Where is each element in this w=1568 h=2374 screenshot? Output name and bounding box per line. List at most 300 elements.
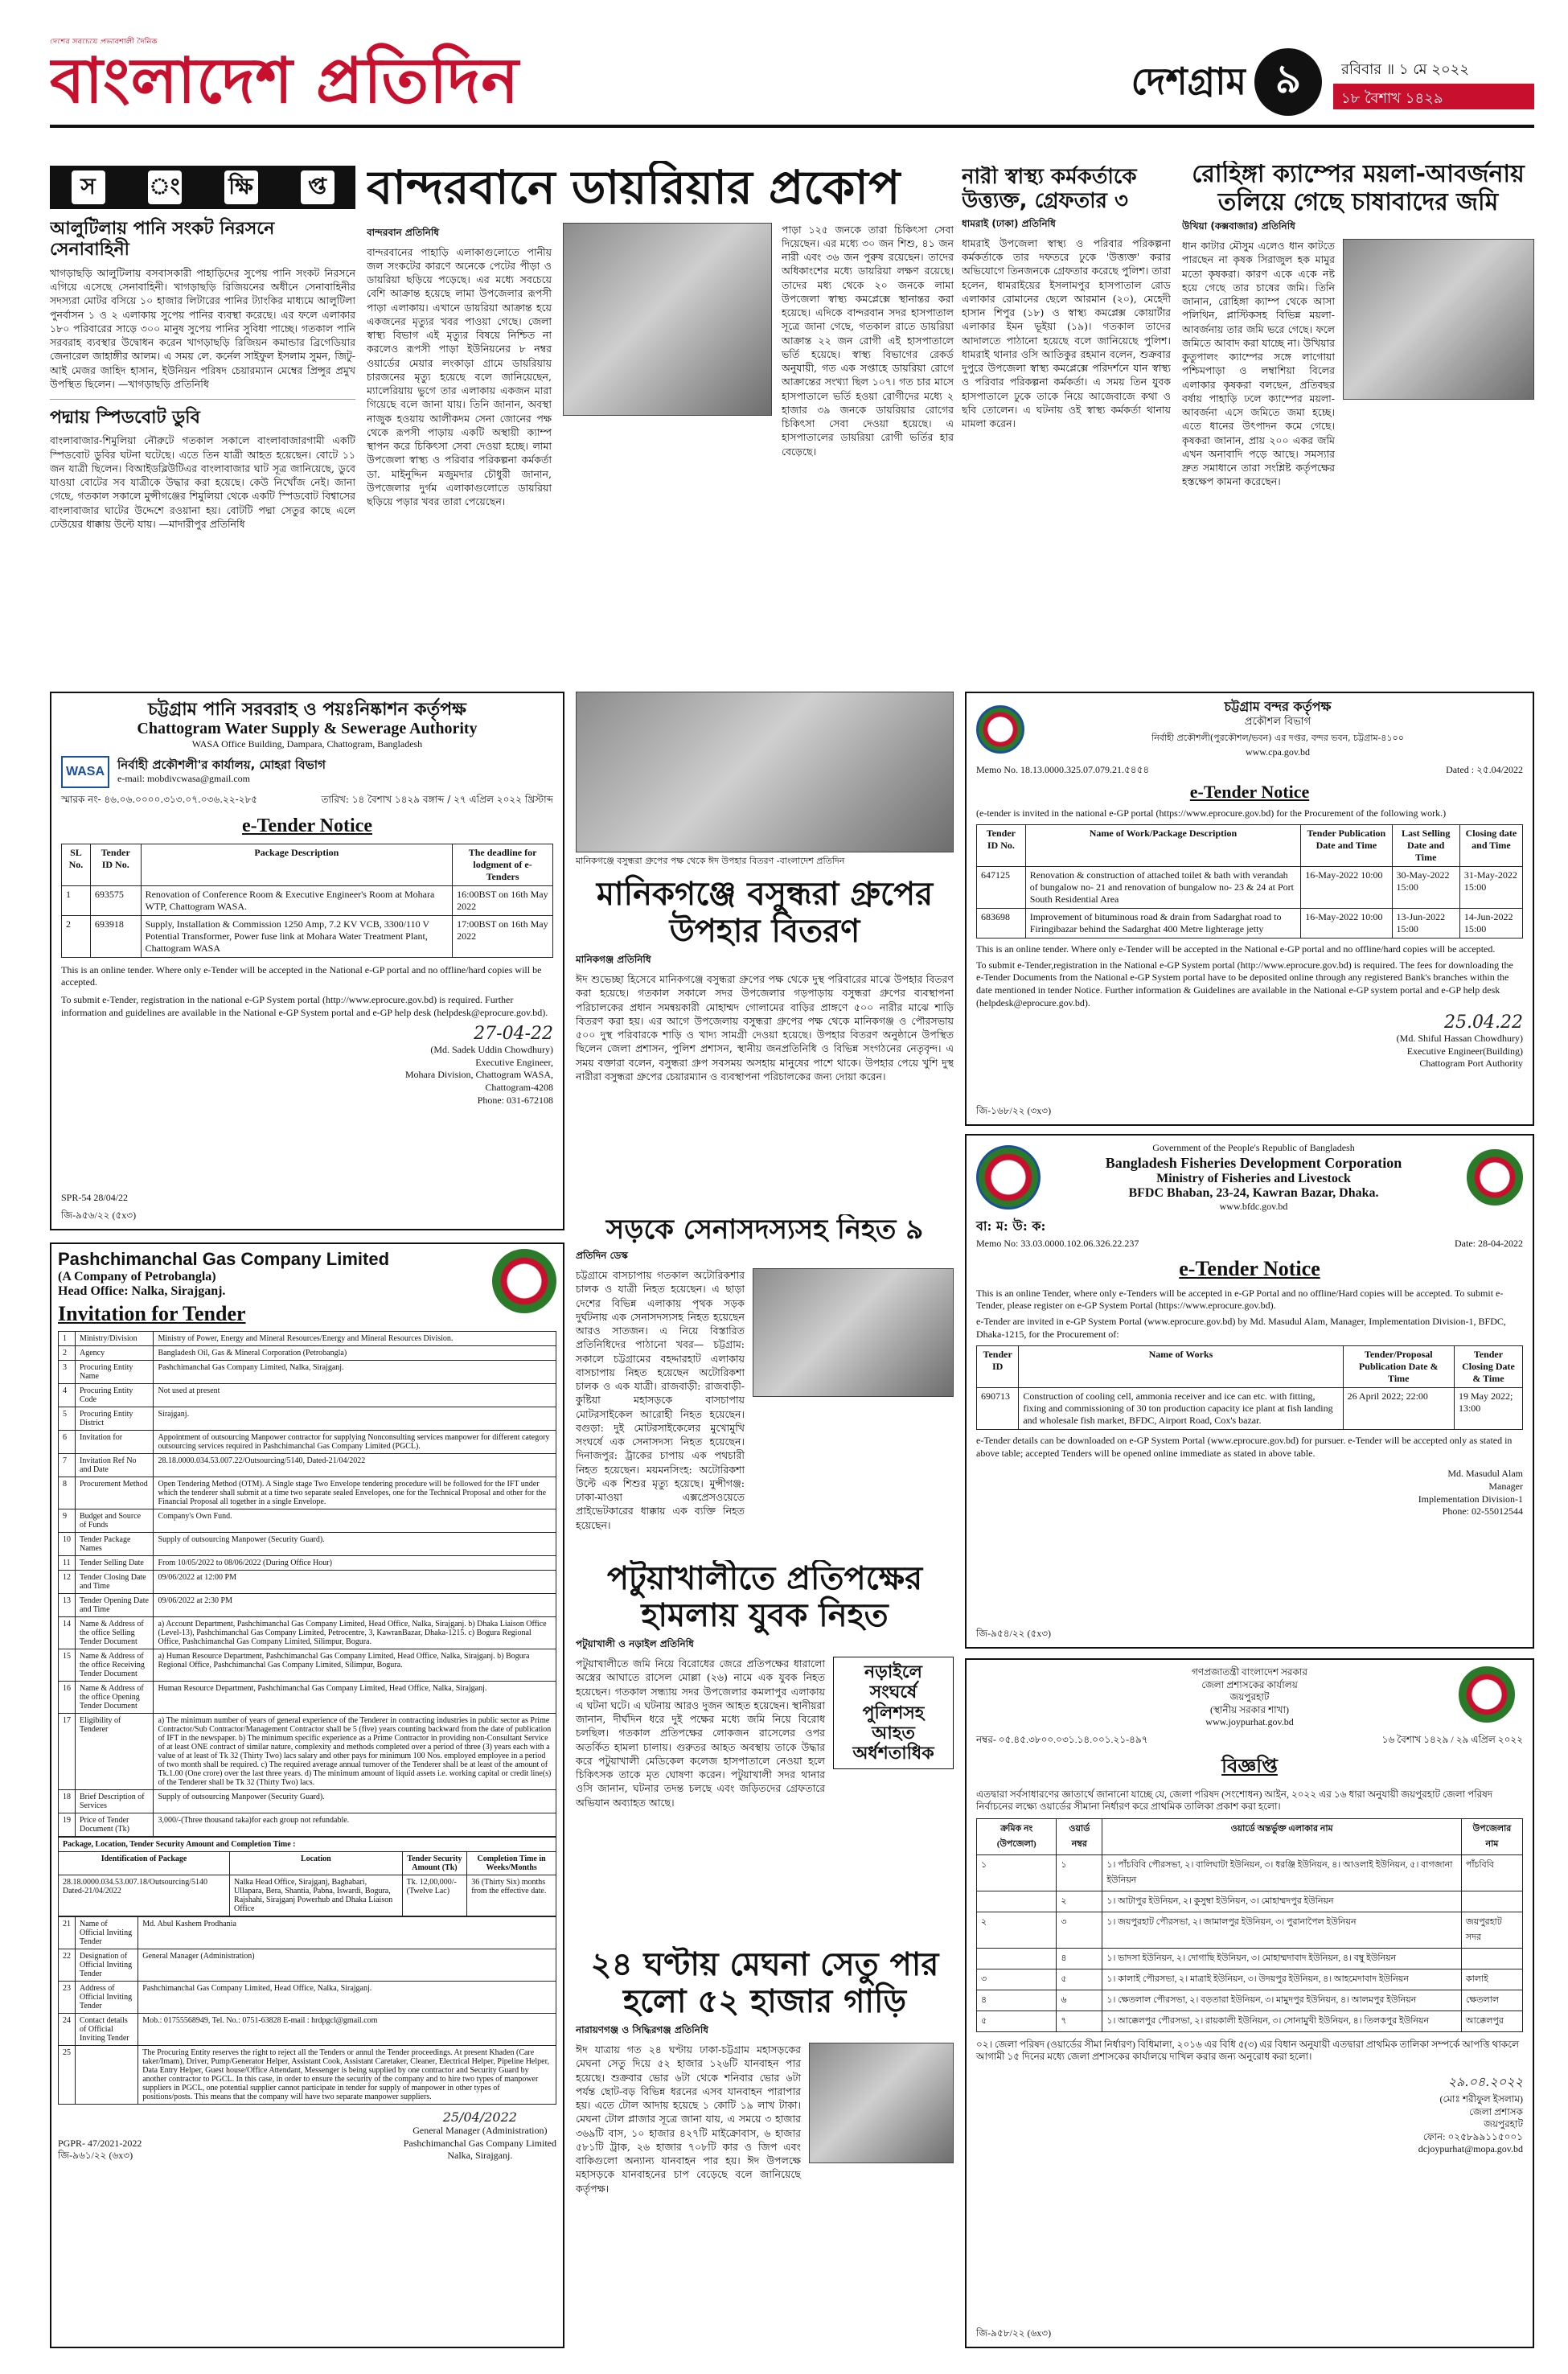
table-cell: Designation of Official Inviting Tender (76, 1949, 138, 1982)
table-cell: 16:00BST on 16th May 2022 (453, 885, 553, 915)
pgcl-company: Pashchimanchal Gas Company Limited (58, 1249, 390, 1269)
joypurhat-branch: (স্থানীয় সরকার শাখা) (1209, 1703, 1290, 1715)
nurse-story (962, 166, 1171, 680)
cpa-signature-date: 25.04.22 (1444, 1012, 1523, 1033)
lead-body-b: পাড়া ১২৫ জনকে তারা চিকিৎসা সেবা দিয়েছেন। এর মধ্যে ৩০ জন শিশু, ৪১ জন নারী এবং ৩৬ জন পুরুষ রয়েছেন। তাদের অধিকাংশের মধ্যে ডায়রিয়া লক্ষণ রয়েছে। তাদের মধ্য থেকে ২০ জনকে লামা উপজেলা স্বাস্থ্য কমপ্লেক্সে স্থানান্তর করা হয়েছে। এদিকে বান্দরবান সদর হাসপাতাল সূত্রে জানা গেছে, গতকাল রাতে ডায়রিয়া আক্রান্ত ২২ জন রোগী এই হাসপাতালে ভর্তি হয়েছে। স্বাস্থ্য বিভাগের রেকর্ড অনুযায়ী, গত এক সপ্তাহে ডায়রিয়া রোগে আক্রান্তের সংখ্যা ছিল ১০৭। গত চার মাসে হাসপাতালে ভর্তি হওয়া রোগীদের মধ্যে ২ হাজার ৩৯ জনকে ডায়রিয়ার রোগের চিকিৎসা সেবা দেওয়া হয়েছে। এ হাসপাতালের ডায়রিয়া রোগী ভর্তির হার বেড়েছে। (782, 223, 954, 458)
table-row (59, 1571, 556, 1594)
wasa-note-2: To submit e-Tender, registration in the national e-GP System portal (http://www.eprocure.gov.bd) is required. Further information and guidelines are available in the National e-GP System portal and e-GP help desk (helpdesk@eprocure.gov.bd). (61, 994, 548, 1018)
joypurhat-officer: (মোঃ শরীফুল ইসলাম) (1439, 2093, 1523, 2105)
table-cell: Improvement of bituminous road & drain from Sadarghat road to Firingibazar behind the Sadarghat 400 Metre lighterage jetty (1025, 909, 1301, 939)
nurse-byline: ধামরাই (ঢাকা) প্রতিনিধি (962, 217, 1056, 229)
table-cell: Name & Address of the office Selling Tender Document (76, 1617, 154, 1649)
table-row (59, 1332, 556, 1346)
rohingya-photo (1343, 239, 1534, 400)
table-header: উপজেলার নাম (1461, 1818, 1522, 1854)
table-cell: Tender Opening Date and Time (76, 1594, 154, 1617)
table-cell: ৪ (1057, 1948, 1102, 1969)
table-cell: ১ (977, 1854, 1057, 1891)
table-row (59, 1533, 556, 1556)
pgcl-package-table (58, 1837, 556, 1916)
patuakhali-headline: পটুয়াখালীতে প্রতিপক্ষের হামলায় যুবক নিহত (606, 1560, 923, 1634)
table-header: Tender/Proposal Publication Date & Time (1343, 1346, 1454, 1388)
table-cell: Procuring Entity Code (76, 1384, 154, 1407)
meghna-story (576, 1946, 954, 2348)
brief-letter: স (72, 170, 105, 204)
table-cell: ৩ (977, 1969, 1057, 1990)
table-cell: Renovation & construction of attached toilet & bath with verandah of bungalow no- 21 and renovation of bungalow no- 23 & 24 at Port South Residential Area (1025, 867, 1301, 909)
table-cell: Open Tendering Method (OTM). A Single stage Two Envelope tendering procedure will be followed for the IFT under which the tenderer shall submit at a time two separate sealed Envelopes, one for the Technical Proposal and other for the Financial Proposal all together in a single Envelope. (154, 1477, 556, 1509)
pgcl-row20-label: Package, Location, Tender Security Amount and Completion Time : (59, 1838, 556, 1852)
table-cell (76, 2046, 138, 2105)
pgcl-gm-co: Pashchimanchal Gas Company Limited (403, 2137, 556, 2149)
table-cell: Renovation of Conference Room & Executive Engineer's Room at Mohara WTP, Chattogram WASA. (141, 885, 453, 915)
nurse-body: ধামরাই উপজেলা স্বাস্থ্য ও পরিবার পরিকল্পনা কর্মকর্তাকে তার দফতরে ঢুকে 'উত্ত্যক্ত' করার অভিযোগে তিনজনকে গ্রেফতার করেছে পুলিশ। তারা হলেন, ধামরাইয়ের ইসলামপুর হাসপাতাল রোড এলাকার রোমানের ছেলে আরমান (২০), মেহেদী হাসান শিপুর (১৮) ও স্বাস্থ্য কমপ্লেক্স কোয়ার্টার এলাকার ইমন ভূইয়া (১৯)। গতকাল তাদের আদালতে পাঠানো হয়েছে বলে জানিয়েছে পুলিশ। ধামরাই থানার ওসি আতিকুর রহমান বলেন, শুক্রবার দুপুরে উপজেলা স্বাস্থ্য কমপ্লেক্সে পরিদর্শনে যান স্বাস্থ্য ও পরিবার পরিকল্পনা কর্মকর্তা। এ সময় তিন যুবক হাসপাতালে ঢুকে তাকে নিয়ে আজেবাজে কথা ও ছবি তোলেন। এ ঘটনায় ওই স্বাস্থ্য কর্মকর্তা থানায় মামলা করেন। (962, 236, 1171, 430)
joypurhat-title: বিজ্ঞপ্তি (1221, 1754, 1278, 1777)
manik-body: ঈদ শুভেচ্ছা হিসেবে মানিকগঞ্জে বসুন্ধরা গ্রুপের পক্ষ থেকে দুস্থ পরিবারের মাঝে উপহার বিতরণ করা হয়েছে। গতকাল সকালে সদর উপজেলার গড়পাড়ায় বসুন্ধরা গ্রুপের ব্যবস্থাপনা পরিচালকের প্রধান সমন্বয়কারী মোহাম্মদ গোলামের বাড়ির প্রাঙ্গণে ৫০০ নারীর মাঝে শাড়ি বিতরণ করা হয়। এর আগে উপজেলায় বসুন্ধরা গ্রুপের পক্ষ থেকে মানিকগঞ্জ ও পৌরসভায় ৫০০ দুস্থ পরিবারকে শাড়ি ও খাদ্য সামগ্রী দেওয়া হয়েছে। উপহার বিতরণ অনুষ্ঠানে উপস্থিত ছিলেন জেলা প্রশাসন, পুলিশ প্রশাসন, স্থানীয় জনপ্রতিনিধি ও বিভিন্ন সংগঠনের নেতৃবৃন্দ। এ সময় বক্তারা বলেন, বসুন্ধরা গ্রুপ সবসময় অসহায় মানুষের পাশে থাকে। উপহার পেয়ে খুশি দুস্থ নারীরা বসুন্ধরা গ্রুপের চেয়ারম্যান ও ব্যবস্থাপনা পরিচালকের জন্য দোয়া করেন। (576, 973, 954, 1082)
table-cell: 13 (59, 1594, 76, 1617)
table-cell: a) Human Resource Department, Pashchimanchal Gas Company Limited, Head Office, Nalka, Sirajganj. b) Bogura Regional Office, Pashchimanchal Gas Company Limited, Silimpur, Bogura. (154, 1649, 556, 1682)
manik-story (576, 692, 954, 1206)
table-cell: ক্ষেতলাল (1461, 1990, 1522, 2011)
joypurhat-district-sign: জয়পুরহাট (1484, 2118, 1523, 2130)
masthead-tag: দেশের সবচেয়ে প্রভাবশালী দৈনিক (50, 38, 158, 43)
joypurhat-date-1: ১৬ বৈশাখ ১৪২৯ (1381, 1733, 1449, 1745)
table-cell: Name & Address of the office Receiving Tender Document (76, 1649, 154, 1682)
table-header: Closing date and Time (1459, 825, 1522, 867)
cpa-notice-title: e-Tender Notice (1189, 781, 1310, 802)
brief-item-2-title: পদ্মায় স্পিডবোট ডুবি (50, 408, 200, 429)
wasa-address: WASA Office Building, Dampara, Chattogram, Bangladesh (191, 738, 423, 750)
cpa-gd: জি-১৬৮/২২ (৩x৩) (976, 1105, 1052, 1117)
table-cell: পাঁচবিবি (1461, 1854, 1522, 1891)
bfdc-web: www.bfdc.gov.bd (1219, 1200, 1288, 1212)
cpa-memo: Memo No. 18.13.0000.325.07.079.21. (976, 763, 1124, 775)
table-cell: Eligibility of Tenderer (76, 1714, 154, 1790)
table-cell: Construction of cooling cell, ammonia receiver and ice can etc. with fitting, fixing and commissioning of 30 ton production capacity ice plant at fish landing and wholesale fish market, BFDC, Airport Road, Cox's bazar. (1019, 1388, 1343, 1430)
table-cell: 28.18.0000.034.53.007.18/Outsourcing/5140 Dated-21/04/2022 (59, 1875, 230, 1916)
brief-item-1-title: আলুটিলায় পানি সংকট নিরসনে সেনাবাহিনী (50, 219, 275, 261)
joypurhat-signature-date: ২৯.০৪.২০২২ (1447, 2073, 1523, 2089)
wasa-name-bn: চট্টগ্রাম পানি সরবরাহ ও পয়ঃনিষ্কাশন কর্তৃপক্ষ (148, 700, 466, 720)
bfdc-logo (976, 1145, 1041, 1210)
pgcl-tender-ad (50, 1242, 564, 2348)
table-cell: Tender Selling Date (76, 1556, 154, 1571)
table-cell: Pashchimanchal Gas Company Limited, Nalka, Sirajganj. (154, 1361, 556, 1384)
table-cell: From 10/05/2022 to 08/06/2022 (During Office Hour) (154, 1556, 556, 1571)
manik-headline: মানিকগঞ্জে বসুন্ধরা গ্রুপের উপহার বিতরণ (596, 876, 934, 950)
table-cell: 693918 (90, 915, 141, 957)
joypurhat-email: dcjoypurhat@mopa.gov.bd (1418, 2143, 1523, 2155)
rohingya-story (1182, 161, 1534, 684)
cpa-web: www.cpa.gov.bd (1245, 746, 1311, 758)
table-row (59, 1875, 556, 1916)
table-cell: 8 (59, 1477, 76, 1509)
mujib-emblem (1459, 1666, 1515, 1723)
wasa-spr-num: 54 (81, 1192, 92, 1204)
table-cell: 18 (59, 1790, 76, 1813)
table-cell: 11 (59, 1556, 76, 1571)
lead-byline: বান্দরবান প্রতিনিধি (367, 226, 440, 238)
wasa-spr-date: 28/04/22 (93, 1192, 129, 1204)
manik-photo (576, 692, 954, 852)
table-cell: 15 (59, 1649, 76, 1682)
manik-caption: মানিকগঞ্জে বসুন্ধরা গ্রুপের পক্ষ থেকে ঈদ উপহার বিতরণ -বাংলাদেশ প্রতিদিন (576, 856, 845, 866)
mujib-emblem (1467, 1149, 1523, 1205)
lead-photo (563, 223, 772, 416)
table-cell: Budget and Source of Funds (76, 1509, 154, 1533)
lead-headline: বান্দরবানে ডায়রিয়ার প্রকোপ (367, 161, 901, 215)
table-cell: 16 (59, 1682, 76, 1714)
table-cell: 36 (Thirty Six) months from the effective date. (467, 1875, 556, 1916)
table-cell: 09/06/2022 at 12:00 PM (154, 1571, 556, 1594)
table-header: Location (230, 1852, 403, 1875)
table-cell: Supply of outsourcing Manpower (Security Guard). (154, 1533, 556, 1556)
table-header: Tender ID No. (977, 825, 1026, 867)
accident-headline: সড়কে সেনাসদস্যসহ নিহত ৯ (605, 1214, 924, 1246)
table-cell: Ministry of Power, Energy and Mineral Resources/Energy and Mineral Resources Division. (154, 1332, 556, 1346)
joypurhat-notice-ad: গণপ্রজাতন্ত্রী বাংলাদেশ সরকার জেলা প্রশাসকের কার্যালয় জয়পুরহাট (স্থানীয় সরকার শাখা) www.joypurhat.gov.bd নম্বর- ০৫.৪৫.৩৮০০.০৩১.১৪.০০১.২১-৪৯৭ ১৬ বৈশাখ ১৪২৯ / ২৯ এপ্রিল ২০২২ বিজ্ঞপ্তি এতদ্বারা সর্বসাধারণের জ্ঞাতার্থে জানানো যাচ্ছে যে, জেলা পরিষদ (সংশোধন) আইন, ২০২২ এর ১৬ ধারা অনুযায়ী জয়পুরহাট জেলা পরিষদ নির্বাচনের লক্ষ্যে ওয়ার্ডের সীমানা নির্ধারণ করে প্রাথমিক তালিকা প্রকাশ করা হলো। ক্রমিক নং (উপজেলা) ওয়ার্ড নম্বর ওয়ার্ডে অন্তর্ভুক্ত এলাকার নাম উপজেলার নাম ১ ১ ১। পাঁচবিবি পৌরসভা, ২। বালিঘাটা ইউনিয়ন, ৩। ধরঞ্জি ইউনিয়ন, ৪। আওলাই ইউনিয়ন, ৫। বাগজানা ইউনিয়ন পাঁচবিবি ২ ১। আটাপুর ইউনিয়ন, ২। কুসুম্বা ইউনিয়ন, ৩। মোহাম্মদপুর ইউনিয়ন ২ ৩ ১। জয়পুরহাট পৌরসভা, ২। জামালপুর ইউনিয়ন, ৩। পুরানাপৈল ইউনিয়ন জয়পুরহাট সদর ৪ ১। ভাদসা ইউনিয়ন, ২। দোগাছি ইউনিয়ন, ৩। মোহাম্মদাবাদ ইউনিয়ন, ৪। বম্বু ইউনিয়ন ৩ ৫ ১। কালাই পৌরসভা, ২। মাত্রাই ইউনিয়ন, ৩। উদয়পুর ইউনিয়ন, ৪। আহমেদাবাদ ইউনিয়ন কালাই ৪ ৬ ১। ক্ষেতলাল পৌরসভা, ২। বড়তারা ইউনিয়ন, ৩। মামুদপুর ইউনিয়ন, ৪। আলমপুর ইউনিয়ন ক্ষেতলাল ৫ ৭ ১। আক্কেলপুর পৌরসভা, ২। রায়কালী ইউনিয়ন, ৩। সোনামুখী ইউনিয়ন, ৪। তিলকপুর ইউনিয়ন আক্কেলপুর ০২। জেলা পরিষদ (ওয়ার্ডের সীমা নির্ধারণ) বিধিমালা, ২০১৬ এর বিধি ৫(৩) এর বিধান অনুযায়ী এতদ্বারা প্রাথমিক তালিকা সম্পর্কে আপত্তি থাকলে আগামী ১৫ দিনের মধ্যে জেলা প্রশাসকের কার্যালয়ে দাখিল করার জন্য অনুরোধ করা হলো। ২৯.০৪.২০২২ (মোঃ শরীফুল ইসলাম) জেলা প্রশাসক জয়পুরহাট ফোন: ০২৫৮৯৯১১৫০০১ dcjoypurhat@mopa.gov.bd জি-৯৫৮/২২ (৬x৩) (965, 1658, 1534, 2348)
wasa-phone: Phone: 031-672108 (477, 1094, 553, 1106)
table-cell (977, 1891, 1057, 1912)
cpa-note-2: To submit e-Tender,registration in the National e-GP System portal (http://www.eprocure.gov.bd) is required. The fees for downloading the e-Tender Documents from the National e-GP System portal have to be deposited online through any registered Bank's branches within the date mentioned in tender Notice. Further information & Guidelines are available in the National e-GP system portal and e-GP help desk (helpdesk@eprocure.gov.bd). (976, 959, 1513, 1008)
table-row (977, 1948, 1523, 1969)
table-cell: ১। আক্কেলপুর পৌরসভা, ২। রায়কালী ইউনিয়ন, ৩। সোনামুখী ইউনিয়ন, ৪। তিলকপুর ইউনিয়ন (1102, 2011, 1462, 2031)
table-cell: 690713 (977, 1388, 1019, 1430)
table-cell: Human Resource Department, Pashchimanchal Gas Company Limited, Head Office, Nalka, Sirajganj. (154, 1682, 556, 1714)
table-cell: 16-May-2022 10:00 (1301, 867, 1392, 909)
table-row (59, 1509, 556, 1533)
table-header: Package Description (141, 844, 453, 885)
masthead-rule (50, 125, 1534, 128)
wasa-spr: SPR- (61, 1192, 82, 1204)
bfdc-phone: Phone: 02-55012544 (1442, 1505, 1523, 1518)
table-cell: ১। জয়পুরহাট পৌরসভা, ২। জামালপুর ইউনিয়ন, ৩। পুরানাপৈল ইউনিয়ন (1102, 1912, 1462, 1948)
pgcl-tail-table (58, 1916, 556, 2105)
table-cell: Not used at present (154, 1384, 556, 1407)
pgcl-gm-addr: Nalka, Sirajganj. (447, 2150, 513, 2162)
table-row (59, 1813, 556, 1837)
cpa-table (976, 824, 1523, 939)
table-cell: 19 (59, 1813, 76, 1837)
table-header: ওয়ার্ডে অন্তর্ভুক্ত এলাকার নাম (1102, 1818, 1462, 1854)
wasa-designation: Executive Engineer, (475, 1056, 553, 1068)
wasa-table (61, 844, 553, 958)
brief-letter: ং (148, 170, 182, 204)
pgcl-gd: জি-৯৬১/২২ (৬x৩) (58, 2150, 133, 2162)
date-line-2: ১৮ বৈশাখ ১৪২৯ (1333, 84, 1534, 109)
table-cell: 22 (59, 1949, 76, 1982)
table-cell: Brief Description of Services (76, 1790, 154, 1813)
table-cell: 09/06/2022 at 2:30 PM (154, 1594, 556, 1617)
joypurhat-designation: জেলা প্রশাসক (1469, 2105, 1523, 2117)
wasa-memo: স্মারক নং- ৪৬.০৬.০০০০.৩১৩.০৭.০৩৬.২২-২৮৫ (61, 793, 258, 805)
table-cell: a) The minimum number of years of general experience of the Tenderer in contracting industries in public sector as Prime Contractor/Sub Contractor/Management Contractor shall be 5 (five) years counting backward from the date of publication of IFT in the newspaper. b) The minimum specific experience as a Prime Contractor in providing non-Consultant Service of at least ONE contract of similar nature, complexity and methods completed over a period of three (3) years each with a value of at least of Tk 32 (Thirty Two) lacs salary and other pays for minimum 100 Nos. employed employee in a period of two month shall be required. c) The required average annual turnover of the Tenderer shall be at least of the amount of Tk.1.00 (One crore) over the last three years. d) The minimum amount of liquid assets i.e. working capital or credit line(s) of the Tenderer shall be Tk 32 (Thirty Two) lacs. (154, 1714, 556, 1790)
table-row (59, 1431, 556, 1454)
table-cell: Bangladesh Oil, Gas & Mineral Corporation (Petrobangla) (154, 1346, 556, 1361)
accident-body: চট্টগ্রামে বাসচাপায় গতকাল অটোরিকশার চালক ও যাত্রী নিহত হয়েছেন। এ ছাড়া দেশের বিভিন্ন এলাকায় পৃথক সড়ক দুর্ঘটনায় এক সেনাসদস্যসহ নিহত হয়েছেন আরও সাতজন। এ নিয়ে বিস্তারিত প্রতিনিধিদের পাঠানো খবর— চট্টগ্রাম: সকালে চট্টগ্রামের বহদ্দারহাট এলাকায় বাসচাপায় নিহত হয়েছেন অটোরিকশা চালক ও এক যাত্রী। রাজবাড়ী: রাজবাড়ী-কুষ্টিয়া মহাসড়কে বাসচাপায় মোটরসাইকেল আরোহী নিহত হয়েছেন। বগুড়া: দুই মোটরসাইকেলের মুখোমুখি সংঘর্ষে এক সেনাসদস্য নিহত হয়েছেন। দিনাজপুর: ট্রাকের চাপায় এক পথচারী নিহত হয়েছেন। ময়মনসিংহ: অটোরিকশা উল্টে এক শিশুর মৃত্যু হয়েছে। মুন্সীগঞ্জ: ঢাকা-মাওয়া এক্সপ্রেসওয়েতে প্রাইভেটকারের ধাক্কায় এক ব্যক্তি নিহত হয়েছেন। (576, 1269, 745, 1531)
pgcl-title: Invitation for Tender (58, 1302, 246, 1325)
meghna-photo (809, 2043, 954, 2163)
table-row (59, 1982, 556, 2014)
lead-body-a: বান্দরবানের পাহাড়ি এলাকাগুলোতে পানীয় জল সংকটের কারণে অনেকে পেটের পীড়া ও ডায়রিয়া ছড়িয়ে পড়েছে। এর মধ্যে সবচেয়ে বেশি আক্রান্ত হয়েছে লামা উপজেলার রূপসী পাড়া এলাকায়। এখানে ডায়রিয়া আক্রান্ত হয়ে একজনের মৃত্যুর খবর পাওয়া গেছে। জেলা স্বাস্থ্য বিভাগ এই মৃত্যুর বিষয়ে নিশ্চিত না করলেও রূপসী পাড়া ইউনিয়নের ৮ নম্বর ওয়ার্ডের মেয়ার লংকাড়া গ্রামে ডায়রিয়ায় চারজনের মৃত্যু হয়েছে বলে জানিয়েছেন, ম্যালেরিয়ায় ভুগে তার এলাকায় একজন মারা গিয়েছে বলে জানা যায়। তিনি জানান, অবস্থা নাজুক হওয়ায় আলীকদম সেনা জোনের পক্ষ থেকে রূপসী পাড়ায় একটি অস্থায়ী ক্যাম্প স্থাপন করে চিকিৎসা সেবা দেওয়া হচ্ছে। লামা উপজেলা স্বাস্থ্য ও পরিবার পরিকল্পনা কর্মকর্তা ডা. মাইনুদ্দিন মজুমদার চৌধুরী জানান, উপজেলার দুর্গম এলাকাগুলোতে ডায়রিয়া ছড়িয়ে পড়ার খবর তারা পেয়েছেন। (367, 245, 552, 508)
table-row (59, 1617, 556, 1649)
table-row (59, 1407, 556, 1431)
table-cell: 25 (59, 2046, 76, 2105)
table-cell: 5 (59, 1407, 76, 1431)
table-cell: Name & Address of the office Opening Tender Document (76, 1682, 154, 1714)
table-cell: ২ (1057, 1891, 1102, 1912)
cpa-memo-num: ৫৪৫৪ (1124, 763, 1150, 775)
table-cell: কালাই (1461, 1969, 1522, 1990)
bfdc-date: Date: 28-04-2022 (1455, 1238, 1523, 1250)
bfdc-ministry: Ministry of Fisheries and Livestock (1156, 1171, 1351, 1185)
table-cell: 10 (59, 1533, 76, 1556)
brief-item-2-body: বাংলাবাজার-শিমুলিয়া নৌরুটে গতকাল সকালে বাংলাবাজারগামী একটি স্পিডবোট ডুবির ঘটনা ঘটেছে। এতে তিন যাত্রী আহত হয়েছেন। বোটে ১১ জন যাত্রী ছিলেন। বিআইডব্লিউটিএর বাংলাবাজার ঘাট সূত্র জানিয়েছে, ডুবে যাওয়া বোটের সব যাত্রীকে উদ্ধার করা হয়েছে। কেউ নিখোঁজ নেই। জানা গেছে, গতকাল সকালে মুন্সীগঞ্জের শিমুলিয়া থেকে একটি স্পিডবোট বিশ্বাসের বাংলাবাজার ঘাটের উদ্দেশে রওয়ানা হয়। বোটটি পদ্মা সেতুর কাছে এলে ঢেউয়ের ধাক্কায় উল্টে যায়। —মাদারীপুর প্রতিনিধি (50, 434, 355, 530)
table-cell: ১। ভাদসা ইউনিয়ন, ২। দোগাছি ইউনিয়ন, ৩। মোহাম্মদাবাদ ইউনিয়ন, ৪। বম্বু ইউনিয়ন (1102, 1948, 1462, 1969)
nurse-headline: নারী স্বাস্থ্য কর্মকর্তাকে উত্ত্যক্ত, গ্রেফতার ৩ (962, 166, 1137, 213)
table-cell: 31-May-2022 15:00 (1459, 867, 1522, 909)
bfdc-division: Implementation Division-1 (1418, 1493, 1523, 1505)
table-row (59, 1682, 556, 1714)
table-header: Last Selling Date and Time (1392, 825, 1459, 867)
joypurhat-intro: এতদ্বারা সর্বসাধারণের জ্ঞাতার্থে জানানো যাচ্ছে যে, জেলা পরিষদ (সংশোধন) আইন, ২০২২ এর ১৬ ধারা অনুযায়ী জয়পুরহাট জেলা পরিষদ নির্বাচনের লক্ষ্যে ওয়ার্ডের সীমানা নির্ধারণ করে প্রাথমিক তালিকা প্রকাশ করা হলো। (976, 1788, 1493, 1813)
table-header: Identification of Package (59, 1852, 230, 1875)
table-cell: জয়পুরহাট সদর (1461, 1912, 1522, 1948)
joypurhat-footer: ০২। জেলা পরিষদ (ওয়ার্ডের সীমা নির্ধারণ) বিধিমালা, ২০১৬ এর বিধি ৫(৩) এর বিধান অনুযায়ী এতদ্বারা প্রাথমিক তালিকা সম্পর্কে আপত্তি থাকলে আগামী ১৫ দিনের মধ্যে জেলা প্রশাসকের কার্যালয়ে দাখিল করার জন্য অনুরোধ করা হলো। (976, 2038, 1519, 2063)
table-row (59, 2014, 556, 2046)
table-row (977, 909, 1523, 939)
table-cell: 12 (59, 1571, 76, 1594)
table-row (62, 885, 553, 915)
bfdc-officer: Md. Masudul Alam (1447, 1468, 1523, 1480)
table-header: Tender Security Amount (Tk) (402, 1852, 467, 1875)
table-cell: ৩ (1057, 1912, 1102, 1948)
table-cell: Company's Own Fund. (154, 1509, 556, 1533)
table-header: Completion Time in Weeks/Months (467, 1852, 556, 1875)
wasa-office-bn: নির্বাহী প্রকৌশলী'র কার্যালয়, মোহরা বিভাগ (117, 758, 326, 773)
wasa-note-1: This is an online tender. Where only e-Tender will be accepted in the National e-GP portal and no offline/hard copies will be accepted. (61, 963, 542, 988)
table-cell: Md. Abul Kashem Prodhania (138, 1917, 556, 1949)
table-cell: 9 (59, 1509, 76, 1533)
cpa-officer: (Md. Shiful Hassan Chowdhury) (1396, 1033, 1523, 1045)
table-cell: Procuring Entity District (76, 1407, 154, 1431)
wasa-signature-date: 27-04-22 (474, 1024, 553, 1045)
joypurhat-memo: নম্বর- ০৫.৪৫.৩৮০০.০৩১.১৪.০০১.২১-৪৯৭ (976, 1733, 1148, 1745)
table-cell: 4 (59, 1384, 76, 1407)
bfdc-table (976, 1345, 1523, 1430)
wasa-logo: WASA (61, 756, 109, 788)
table-cell: 17:00BST on 16th May 2022 (453, 915, 553, 957)
table-cell (977, 1948, 1057, 1969)
table-cell: ১। আটাপুর ইউনিয়ন, ২। কুসুম্বা ইউনিয়ন, ৩। মোহাম্মদপুর ইউনিয়ন (1102, 1891, 1462, 1912)
bfdc-abbr: বা: ম: উ: ক: (976, 1218, 1046, 1234)
bfdc-designation: Manager (1488, 1480, 1523, 1492)
table-cell: Supply, Installation & Commission 1250 Amp, 7.2 KV VCB, 3300/110 V Potential Transformer, Power fuse link at Mohara Water Treatment Plant, Chattogram WASA (141, 915, 453, 957)
bfdc-org: Bangladesh Fisheries Development Corporation (1105, 1154, 1402, 1171)
table-cell: 14 (59, 1617, 76, 1649)
table-cell: 30-May-2022 15:00 (1392, 867, 1459, 909)
brief-letter: ক্ষি (224, 170, 258, 204)
table-cell: 647125 (977, 867, 1026, 909)
table-cell: Contact details of Official Inviting Tender (76, 2014, 138, 2046)
pgcl-signature-date: 25/04/2022 (442, 2109, 517, 2125)
table-cell: 16-May-2022 10:00 (1301, 909, 1392, 939)
patuakhali-body: পটুয়াখালীতে জমি নিয়ে বিরোধের জেরে প্রতিপক্ষের ধারালো অস্ত্রের আঘাতে রাসেল মোল্লা (২৬) নামে এক যুবক নিহত হয়েছেন। গতকাল সন্ধ্যায় সদর উপজেলার কমলাপুর এলাকায় এ ঘটনা ঘটে। এ ঘটনায় আরও দুজন আহত হয়েছেন। স্থানীয়রা জানান, দীর্ঘদিন ধরে দুই পক্ষের মধ্যে জমি নিয়ে বিরোধ চলছিল। গতকাল প্রতিপক্ষের লোকজন রাসেলের ওপর অতর্কিত হামলা চালায়। গুরুতর আহত অবস্থায় তাকে উদ্ধার করে পটুয়াখালী মেডিকেল কলেজ হাসপাতালে নেওয়া হলে চিকিৎসক তাকে মৃত ঘোষণা করেন। পটুয়াখালী সদর থানার ওসি জানান, ঘটনার তদন্ত চলছে এবং জড়িতদের গ্রেফতারে অভিযান অব্যাহত আছে। (576, 1657, 825, 1809)
table-row (977, 1891, 1523, 1912)
wasa-notice-title: e-Tender Notice (242, 815, 372, 836)
table-cell: 1 (62, 885, 91, 915)
meghna-headline: ২৪ ঘণ্টায় মেঘনা সেতু পার হলো ৫২ হাজার গাড়ি (590, 1946, 939, 2020)
table-row (59, 1384, 556, 1407)
table-row (59, 1790, 556, 1813)
table-row (59, 1594, 556, 1617)
table-cell: 2 (62, 915, 91, 957)
table-cell: Tk. 12,00,000/- (Twelve Lac) (402, 1875, 467, 1916)
manik-byline: মানিকগঞ্জ প্রতিনিধি (576, 954, 651, 965)
bfdc-address: BFDC Bhaban, 23-24, Kawran Bazar, Dhaka. (1128, 1185, 1379, 1200)
table-row (59, 1346, 556, 1361)
rohingya-headline: রোহিঙ্গা ক্যাম্পের ময়লা-আবর্জনায় তলিয়ে গেছে চাষাবাদের জমি (1192, 161, 1525, 216)
table-cell: 19 May 2022; 13:00 (1454, 1388, 1522, 1430)
table-cell: ৬ (1057, 1990, 1102, 2011)
table-cell: Mob.: 01755568949, Tel. No.: 0751-63828 E-mail : hrdpgcl@gmail.com (138, 2014, 556, 2046)
table-header: The deadline for lodgment of e-Tenders (453, 844, 553, 885)
table-cell: ৭ (1057, 2011, 1102, 2031)
table-cell: Procurement Method (76, 1477, 154, 1509)
rohingya-byline: উখিয়া (কক্সবাজার) প্রতিনিধি (1182, 220, 1295, 232)
cpa-date: ২৫.04/2022 (1476, 763, 1523, 775)
table-cell: Procuring Entity Name (76, 1361, 154, 1384)
pgcl-gm: General Manager (Administration) (413, 2125, 548, 2136)
pgcl-table (58, 1331, 556, 1837)
table-cell: ১ (1057, 1854, 1102, 1891)
accident-photo (753, 1268, 954, 1397)
table-cell: ৫ (977, 2011, 1057, 2031)
pgcl-emblem (492, 1249, 556, 1313)
table-row (59, 1556, 556, 1571)
table-row (59, 1361, 556, 1384)
table-cell: The Procuring Entity reserves the right to reject all the Tenders or annul the Tender proceedings. At present Khaden (Care taker/Imam), Driver, Pump/Generator Helper, Assistant Cook, Assistant Caretaker, Cleaner, Electrical Helper, Pipeline Helper, Data Entry Helper, Guest house/Office Attendant, Messenger is being supplied by one contractor and Security Guard by another contractor to PGCL. In this case, in order to ensure the security of the company and to hire two types of manpower suppliers in PGCL, one potential supplier cannot participate in tender for supply of manpower in other types of positions/posts. This means that the company will have two separate manpower suppliers. (138, 2046, 556, 2105)
bfdc-notice-title: e-Tender Notice (1179, 1256, 1320, 1280)
wasa-tender-ad: চট্টগ্রাম পানি সরবরাহ ও পয়ঃনিষ্কাশন কর্তৃপক্ষ Chattogram Water Supply & Sewerage Authority WASA Office Building, Dampara, Chattogram, Bangladesh WASA নির্বাহী প্রকৌশলী'র কার্যালয়, মোহরা বিভাগ e-mail: mobdivcwasa@gmail.com স্মারক নং- ৪৬.০৬.০০০০.৩১৩.০৭.০৩৬.২২-২৮৫ তারিখ: ১৪ বৈশাখ ১৪২৯ বঙ্গাব্দ / ২৭ এপ্রিল ২০২২ খ্রিস্টাব্দ e-Tender Notice SL No. Tender ID No. Package Description The deadline for lodgment of e-Tenders 1 693575 Renovation of Conference Room & Executive Engineer's Room at Mohara WTP, Chattogram WASA. 16:00BST on 16th May 2022 2 693918 Supply, Installation & Commission 1250 Amp, 7.2 KV VCB, 3300/110 V Potential Transformer, Power fuse link at Mohara Water Treatment Plant, Chattogram WASA 17:00BST on 16th May 2022 This is an online tender. Where only e-Tender will be accepted in the National e-GP portal and no offline/hard copies will be accepted. To submit e-Tender, registration in the national e-GP System portal (http://www.eprocure.gov.bd) is required. Further information and guidelines are available in the National e-GP System portal and e-GP help desk (helpdesk@eprocure.gov.bd). 27-04-22 (Md. Sadek Uddin Chowdhury) Executive Engineer, Mohara Division, Chattogram WASA, Chattogram-4208 Phone: 031-672108 SPR-54 28/04/22 জি-৯৫৬/২২ (৫x৩) (50, 692, 564, 1230)
table-cell: 23 (59, 1982, 76, 2014)
cpa-org: Chattogram Port Authority (1419, 1058, 1523, 1070)
bfdc-gd: জি-৯৫৪/২২ (৫x৩) (976, 1628, 1052, 1640)
table-header: Name of Works (1019, 1346, 1343, 1388)
table-cell: Supply of outsourcing Manpower (Security Guard). (154, 1790, 556, 1813)
table-row (977, 1388, 1523, 1430)
table-cell: 14-Jun-2022 15:00 (1459, 909, 1522, 939)
table-cell: 683698 (977, 909, 1026, 939)
cpa-name-bn: চট্টগ্রাম বন্দর কর্তৃপক্ষ (1224, 699, 1332, 714)
pgcl-pgpr: PGPR- 47/2021-2022 (58, 2137, 142, 2149)
table-cell: 13-Jun-2022 15:00 (1392, 909, 1459, 939)
table-header: Tender Closing Date & Time (1454, 1346, 1522, 1388)
patuakhali-side-headline: নড়াইলে সংঘর্ষে পুলিশসহ আহত অর্ধশতাধিক (833, 1657, 954, 1769)
section-name: দেশগ্রাম (1131, 60, 1246, 103)
table-cell (1461, 1948, 1522, 1969)
table-cell: 3 (59, 1361, 76, 1384)
table-cell: Appointment of outsourcing Manpower contractor for supplying Nonconsulting services manpower for different category outsourcing services required in Pashchimanchal Gas Company Limited (PGCL). (154, 1431, 556, 1454)
table-row (59, 1917, 556, 1949)
brief-header (50, 166, 355, 209)
table-cell: 21 (59, 1917, 76, 1949)
table-cell: 693575 (90, 885, 141, 915)
table-header: SL No. (62, 844, 91, 885)
cpa-date-label: Dated : (1446, 763, 1475, 775)
pgcl-sub: (A Company of Petrobangla) (58, 1270, 216, 1284)
cpa-intro: (e-tender is invited in the national e-GP portal (https://www.eprocure.gov.bd) for the Procurement of the following work.) (976, 807, 1447, 819)
joypurhat-web: www.joypurhat.gov.bd (1205, 1716, 1294, 1728)
table-row (977, 1912, 1523, 1948)
bfdc-memo: Memo No: 33.03.0000.102.06.326.22.237 (976, 1238, 1139, 1250)
table-cell: 3,000/-(Three thousand taka)for each group not refundable. (154, 1813, 556, 1837)
table-row (977, 1854, 1523, 1891)
table-header: Tender ID (977, 1346, 1019, 1388)
table-cell: 26 April 2022; 22:00 (1343, 1388, 1454, 1430)
table-cell: Tender Package Names (76, 1533, 154, 1556)
table-cell: 7 (59, 1454, 76, 1477)
wasa-gd: জি-৯৫৬/২২ (৫x৩) (61, 1210, 137, 1222)
table-cell: 28.18.0000.034.53.007.22/Outsourcing/5140, Dated-21/04/2022 (154, 1454, 556, 1477)
table-cell: 1 (59, 1332, 76, 1346)
lead-story (367, 161, 954, 676)
table-cell: Invitation Ref No and Date (76, 1454, 154, 1477)
cpa-office-bn: নির্বাহী প্রকৌশলী(পুরকৌশল/ভবন) এর দপ্তর, বন্দর ভবন, চট্টগ্রাম-৪১০০ (1151, 733, 1404, 744)
cpa-designation: Executive Engineer(Building) (1406, 1045, 1523, 1057)
bfdc-note: e-Tender details can be downloaded on e-GP System Portal (www.eprocure.gov.bd) for pursuer. e-Tender will be accepted only as stated in above table; accepted Tenders will be opened online immediate as stated in above table. (976, 1435, 1513, 1459)
table-row (62, 915, 553, 957)
table-cell: Ministry/Division (76, 1332, 154, 1346)
table-row (59, 1649, 556, 1682)
table-row (977, 1990, 1523, 2011)
table-cell: ২ (977, 1912, 1057, 1948)
cpa-logo (976, 705, 1024, 754)
table-cell: ১। কালাই পৌরসভা, ২। মাত্রাই ইউনিয়ন, ৩। উদয়পুর ইউনিয়ন, ৪। আহমেদাবাদ ইউনিয়ন (1102, 1969, 1462, 1990)
table-row (977, 2011, 1523, 2031)
table-cell: Name of Official Inviting Tender (76, 1917, 138, 1949)
patuakhali-byline: পটুয়াখালী ও নড়াইল প্রতিনিধি (576, 1638, 694, 1649)
table-cell: 2 (59, 1346, 76, 1361)
table-cell: Agency (76, 1346, 154, 1361)
joypurhat-district: জয়পুরহাট (1229, 1691, 1270, 1703)
cpa-note-1: This is an online tender. Where only e-Tender will be accepted in the National e-GP portal and no offline/hard copies will be accepted. (976, 943, 1496, 955)
meghna-byline: নারায়ণগঞ্জ ও সিদ্ধিরগঞ্জ প্রতিনিধি (576, 2024, 708, 2035)
meghna-body: ঈদ যাত্রায় গত ২৪ ঘণ্টায় ঢাকা-চট্টগ্রাম মহাসড়কের মেঘনা সেতু দিয়ে ৫২ হাজার ১২৬টি যানবাহন পার হয়েছে। শুক্রবার ভোর ৬টা থেকে শনিবার ভোর ৬টা পর্যন্ত ছোট-বড় বিভিন্ন ধরনের এসব যানবাহন পারাপার হয়। এতে টোল আদায় হয়েছে ১ কোটি ১৯ লাখ টাকা। মেঘনা টোল প্লাজার সূত্রে জানা যায়, এ সময়ে ৩ হাজার ৩৬৯টি বাস, ১০ হাজার ৪২৭টি মাইক্রোবাস, ৬ হাজার ৫৮১টি ট্রাক, ২৬ হাজার ৭০৮টি কার ও জিপ এবং বাকিগুলো অন্যান্য যানবাহন পার হয়। ঈদ উপলক্ষে মহাসড়কে যানবাহনের চাপ বেড়েছে বলে জানিয়েছে কর্তৃপক্ষ। (576, 2043, 801, 2195)
patuakhali-story (576, 1560, 954, 1930)
table-cell: General Manager (Administration) (138, 1949, 556, 1982)
brief-column (50, 166, 355, 680)
table-row (59, 1949, 556, 1982)
table-row (59, 1714, 556, 1790)
table-cell: Sirajganj. (154, 1407, 556, 1431)
joypurhat-gd: জি-৯৫৮/২২ (৬x৩) (976, 2327, 1052, 2339)
page-number: ৯ (1254, 48, 1322, 116)
table-cell: আক্কেলপুর (1461, 2011, 1522, 2031)
table-header: Tender Publication Date and Time (1301, 825, 1392, 867)
cpa-dept-bn: প্রকৌশল বিভাগ (1244, 716, 1311, 729)
table-cell (1461, 1891, 1522, 1912)
masthead-logo: বাংলাদেশ প্রতিদিন (50, 45, 519, 117)
joypurhat-table (976, 1818, 1523, 2032)
table-cell: Invitation for (76, 1431, 154, 1454)
wasa-email: e-mail: mobdivcwasa@gmail.com (117, 772, 251, 784)
table-cell: 6 (59, 1431, 76, 1454)
joypurhat-phone: ফোন: ০২৫৮৯৯১১৫০০১ (1422, 2130, 1523, 2142)
table-cell: Price of Tender Document (Tk) (76, 1813, 154, 1837)
table-cell: Address of Official Inviting Tender (76, 1982, 138, 2014)
table-cell: Nalka Head Office, Sirajganj, Baghabari, Ullapara, Bera, Shantia, Pabna, Iswardi, Bogura, Rajshahi, Sirajganj Powerhub and Dhaka Liaison Office (230, 1875, 403, 1916)
